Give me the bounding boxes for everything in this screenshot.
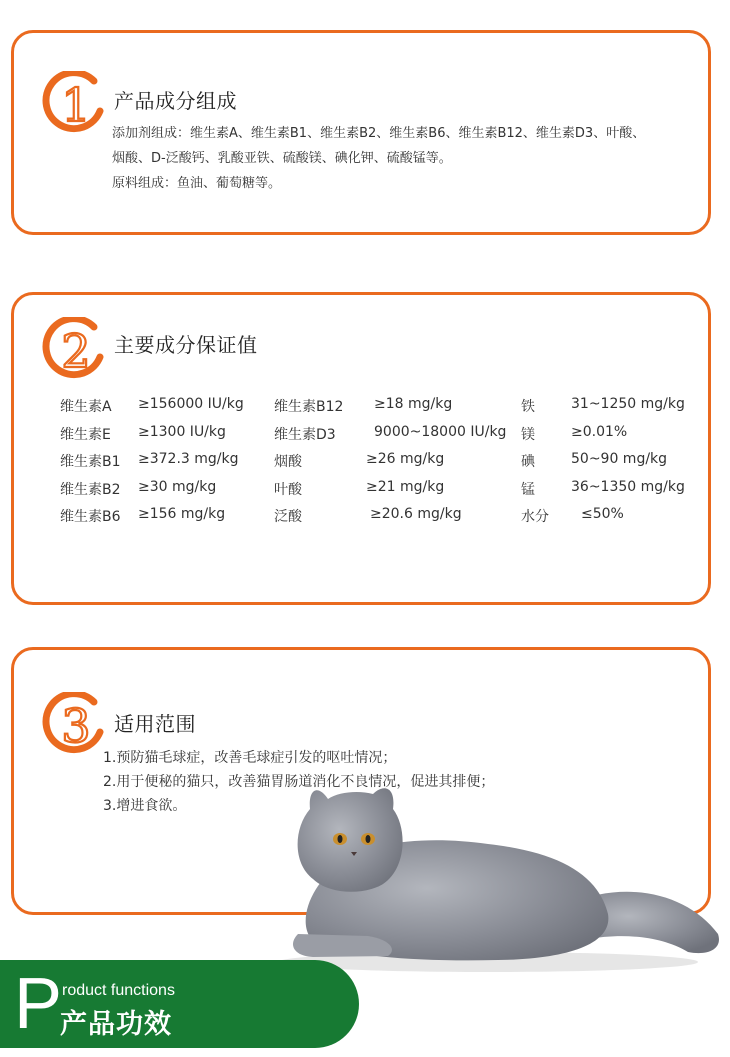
table-row xyxy=(60,451,710,479)
svg-text:3: 3 xyxy=(61,699,91,753)
banner-initial-letter: P xyxy=(14,964,63,1044)
nutrient-value: ≥21 mg/kg xyxy=(366,478,445,495)
nutrient-value: 9000~18000 IU/kg xyxy=(374,423,507,440)
nutrient-name: 水分 xyxy=(521,509,549,525)
nutrient-name: 维生素B12 xyxy=(274,399,344,415)
nutrient-value: ≥26 mg/kg xyxy=(366,451,445,467)
nutrient-name: 叶酸 xyxy=(274,481,302,498)
table-row xyxy=(60,424,710,452)
nutrient-name: 维生素B1 xyxy=(60,454,121,470)
nutrient-name: 维生素B2 xyxy=(60,481,121,498)
table-row xyxy=(60,396,710,424)
persian-cat-image xyxy=(268,784,730,974)
guaranteed-values-title: 主要成分保证值 xyxy=(114,333,258,357)
product-functions-banner xyxy=(0,960,359,1048)
nutrient-name: 维生素D3 xyxy=(274,426,336,443)
banner-chinese-title: 产品功效 xyxy=(60,1009,172,1040)
nutrient-value: ≥18 mg/kg xyxy=(374,396,453,412)
nutrient-name: 镁 xyxy=(521,426,535,443)
ingredients-line: 添加剂组成：维生素A、维生素B1、维生素B2、维生素B6、维生素B12、维生素D3、叶酸、 xyxy=(112,126,646,141)
svg-text:1: 1 xyxy=(61,78,91,132)
table-row xyxy=(60,506,710,534)
nutrient-name: 维生素E xyxy=(60,426,111,443)
nutrient-value: ≤50% xyxy=(581,506,624,522)
nutrient-value: 31~1250 mg/kg xyxy=(571,396,685,412)
nutrient-value: ≥372.3 mg/kg xyxy=(138,451,239,467)
nutrient-name: 碘 xyxy=(521,454,535,470)
ingredients-line: 烟酸、D-泛酸钙、乳酸亚铁、硫酸镁、碘化钾、硫酸锰等。 xyxy=(112,151,452,166)
nutrient-name: 维生素B6 xyxy=(60,509,121,525)
nutrient-value: ≥0.01% xyxy=(571,423,628,440)
nutrient-name: 铁 xyxy=(521,399,535,415)
nutrient-name: 烟酸 xyxy=(274,454,302,470)
nutrient-value: 36~1350 mg/kg xyxy=(571,478,685,495)
nutrient-value: ≥156000 IU/kg xyxy=(138,396,244,412)
nutrient-name: 锰 xyxy=(521,481,535,498)
list-item: 2.用于便秘的猫只，改善猫胃肠道消化不良情况，促进其排便； xyxy=(103,774,495,790)
nutrient-name: 维生素A xyxy=(60,399,112,415)
nutrient-value: ≥156 mg/kg xyxy=(138,506,226,522)
number-1-badge-icon xyxy=(42,71,106,135)
ingredients-text xyxy=(112,121,707,196)
number-2-badge-icon xyxy=(42,317,106,381)
nutrient-value: ≥1300 IU/kg xyxy=(138,423,226,440)
svg-text:2: 2 xyxy=(61,324,91,378)
nutrient-value: ≥30 mg/kg xyxy=(138,478,217,495)
usage-scope-title: 适用范围 xyxy=(114,712,196,736)
guaranteed-values-card xyxy=(11,292,711,605)
list-item: 3.增进食欲。 xyxy=(103,798,187,814)
nutrient-name: 泛酸 xyxy=(274,509,302,525)
number-3-badge-icon xyxy=(42,692,106,756)
banner-english-title: roduct functions xyxy=(62,982,175,999)
ingredients-card xyxy=(11,30,711,235)
ingredients-title: 产品成分组成 xyxy=(114,89,237,113)
nutrient-value: 50~90 mg/kg xyxy=(571,451,668,467)
nutrient-value: ≥20.6 mg/kg xyxy=(370,506,462,522)
ingredients-line: 原料组成：鱼油、葡萄糖等。 xyxy=(112,176,282,191)
guaranteed-values-table xyxy=(60,396,710,534)
table-row xyxy=(60,479,710,507)
list-item: 1.预防猫毛球症，改善毛球症引发的呕吐情况； xyxy=(103,750,397,766)
